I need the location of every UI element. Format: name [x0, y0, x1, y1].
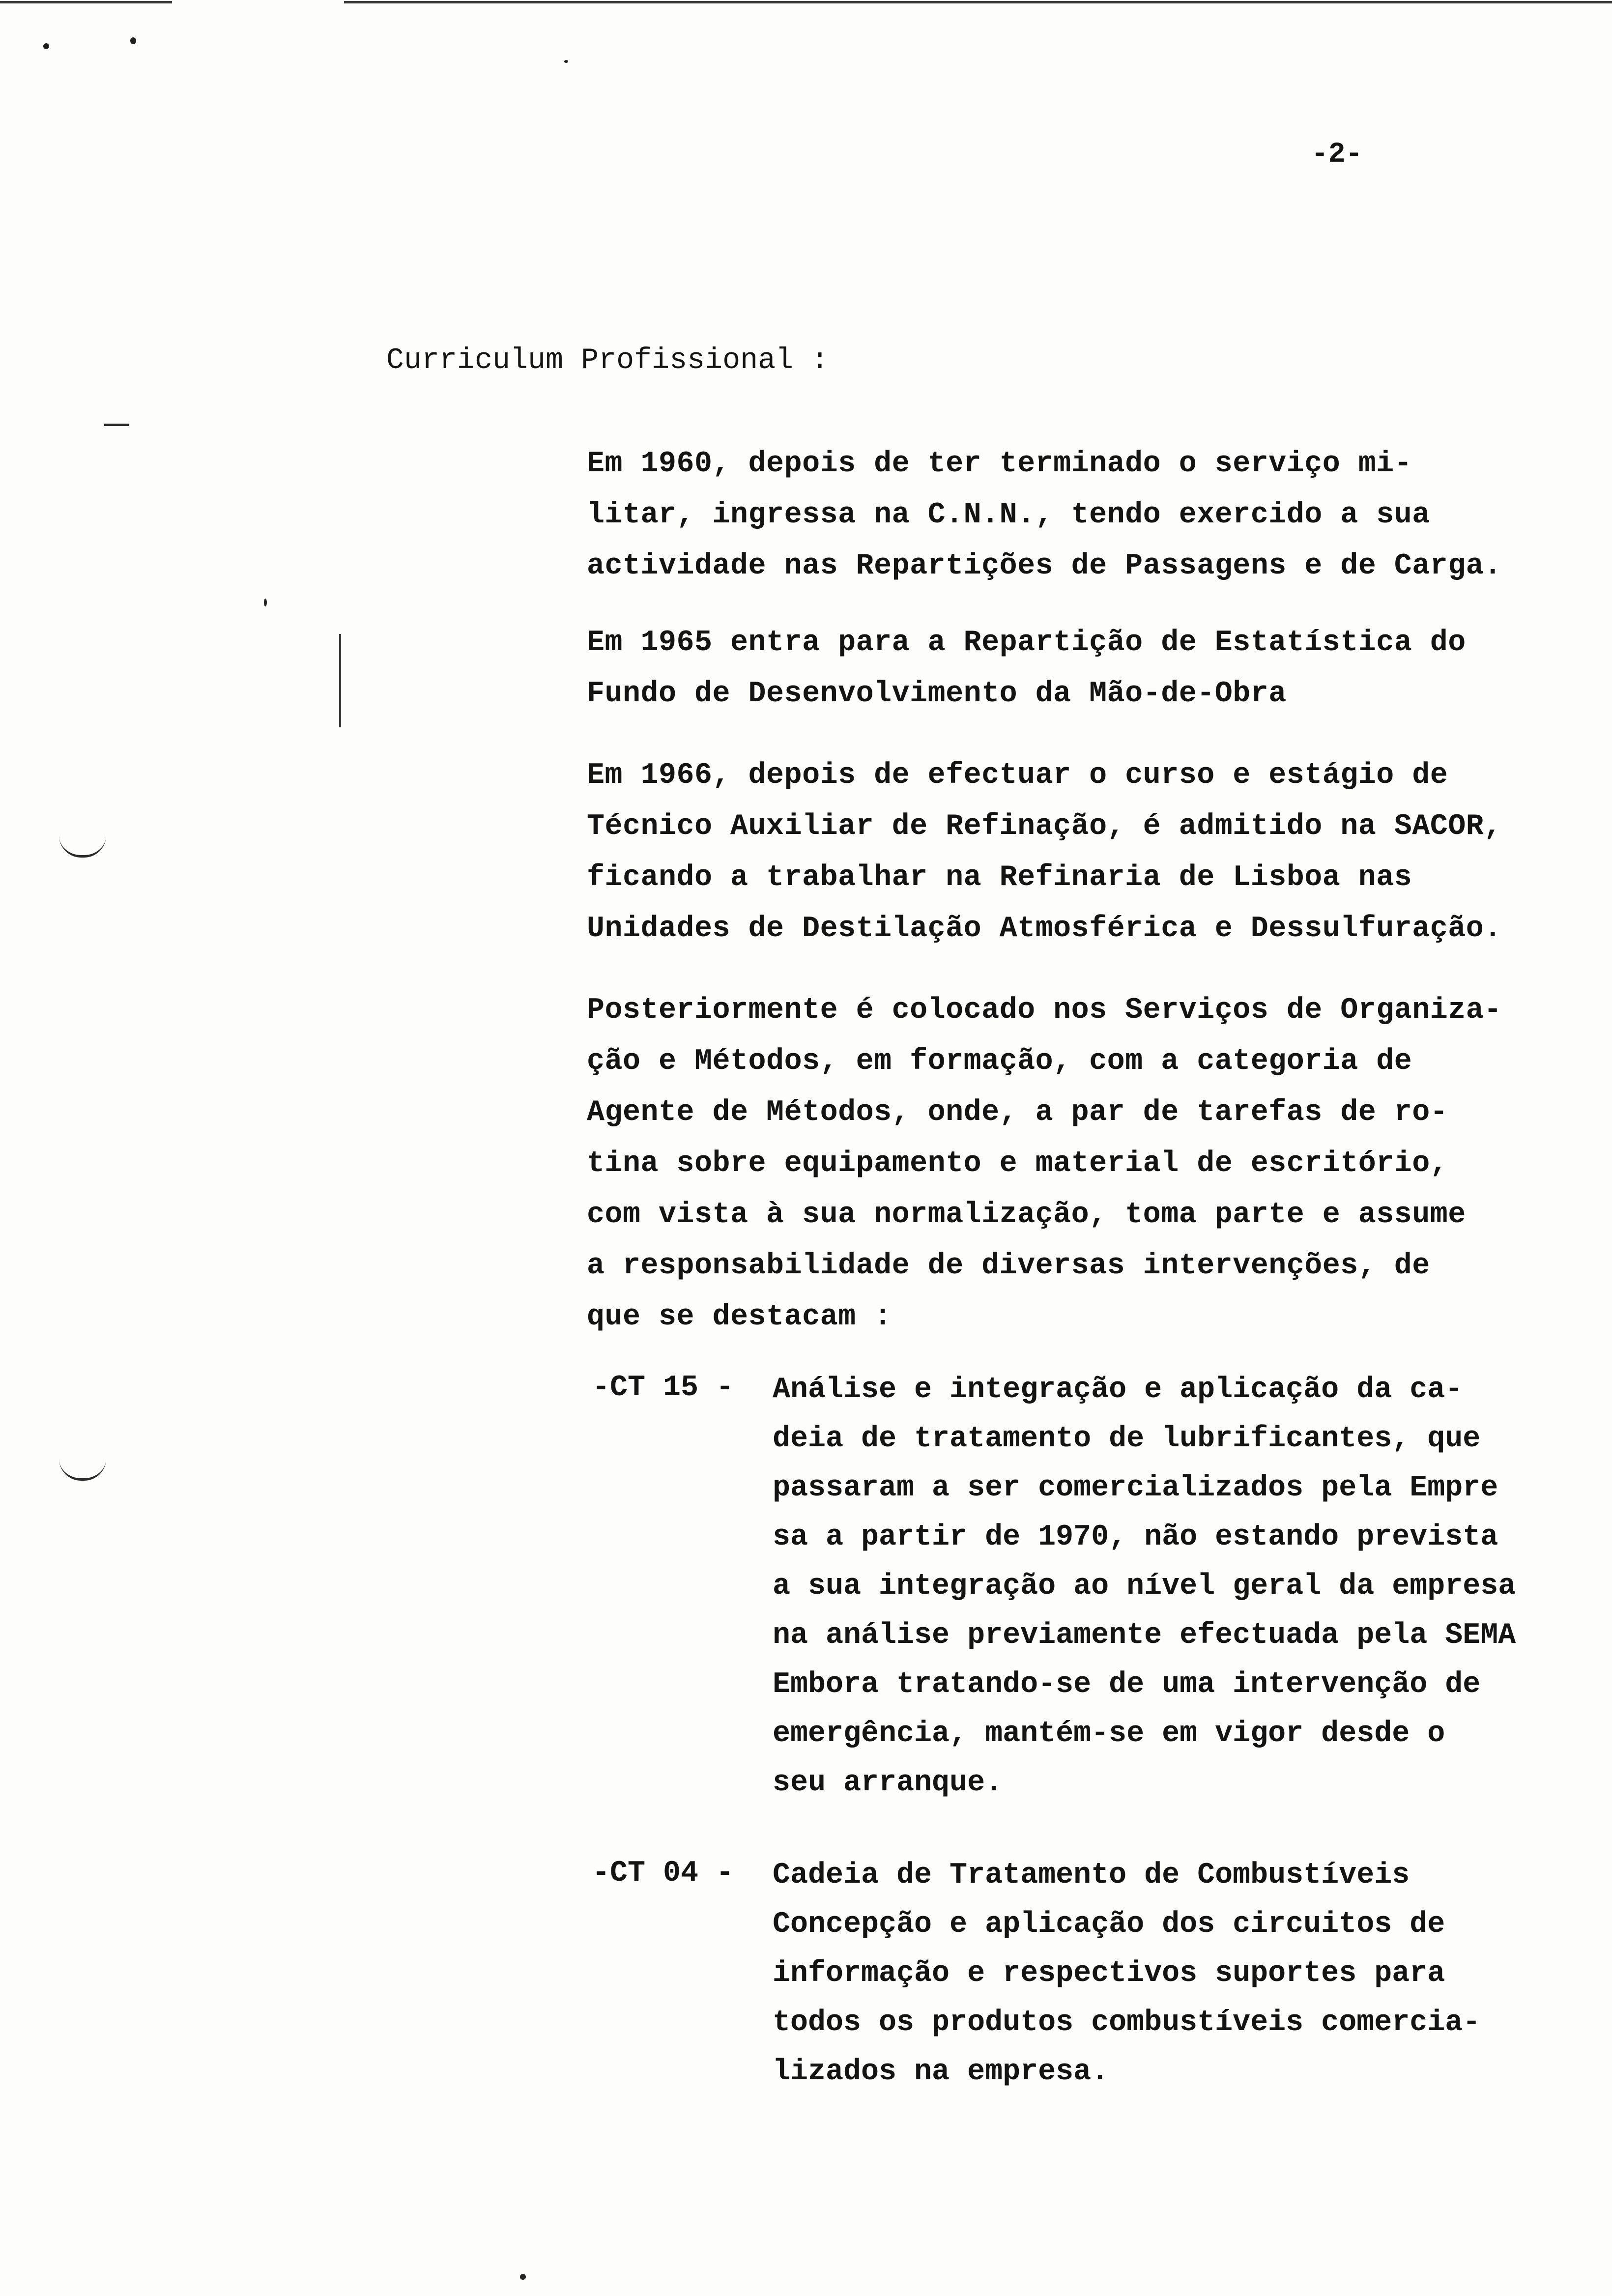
item-line: emergência, mantém-se em vigor desde o [773, 1717, 1445, 1751]
scan-speck [564, 60, 568, 63]
item-line: Concepção e aplicação dos circuitos de [773, 1908, 1445, 1941]
scan-speck [130, 37, 136, 44]
paragraph-line: Unidades de Destilação Atmosférica e Dessulfuração. [587, 912, 1502, 946]
paragraph-line: Técnico Auxiliar de Refinação, é admitido na SACOR, [587, 810, 1502, 843]
item-code: -CT 15 - [592, 1371, 734, 1405]
scan-dash [104, 424, 129, 426]
paragraph-line: a responsabilidade de diversas intervenções, de [587, 1249, 1430, 1283]
item-description [773, 1851, 1480, 2096]
paragraph-2 [587, 617, 1466, 719]
item-line: Análise e integração e aplicação da ca- [773, 1373, 1463, 1406]
item-line: lizados na empresa. [773, 2055, 1109, 2089]
item-line: deia de tratamento de lubrificantes, que [773, 1422, 1481, 1456]
top-edge-rule [344, 1, 1612, 3]
paragraph-line: Em 1960, depois de ter terminado o serviço mi- [587, 447, 1412, 481]
scan-line [339, 634, 341, 727]
paragraph-line: litar, ingressa na C.N.N., tendo exercido a sua [587, 498, 1430, 532]
paragraph-4 [587, 985, 1502, 1343]
paragraph-line: Fundo de Desenvolvimento da Mão-de-Obra [587, 677, 1287, 711]
item-line: passaram a ser comercializados pela Empre [773, 1471, 1498, 1505]
paragraph-3 [587, 750, 1502, 954]
section-heading: Curriculum Profissional : [386, 344, 829, 377]
item-line: Embora tratando-se de uma intervenção de [773, 1668, 1481, 1701]
item-line: todos os produtos combustíveis comercia- [773, 2006, 1481, 2039]
scan-speck [520, 2274, 526, 2280]
scan-speck [264, 599, 267, 606]
item-line: na análise previamente efectuada pela SEMA [773, 1619, 1516, 1652]
scan-mark [59, 1459, 106, 1481]
paragraph-line: actividade nas Repartições de Passagens e de Carga. [587, 549, 1502, 583]
item-line: Cadeia de Tratamento de Combustíveis [773, 1859, 1410, 1892]
paragraph-1 [587, 438, 1502, 592]
item-description [773, 1365, 1516, 1808]
item-line: a sua integração ao nível geral da empresa [773, 1570, 1516, 1603]
paragraph-line: que se destacam : [587, 1300, 892, 1334]
paragraph-line: Em 1966, depois de efectuar o curso e estágio de [587, 759, 1448, 792]
paragraph-line: tina sobre equipamento e material de escritório, [587, 1147, 1448, 1180]
paragraph-line: com vista à sua normalização, toma parte e assume [587, 1198, 1466, 1232]
item-line: informação e respectivos suportes para [773, 1957, 1445, 1990]
paragraph-line: ficando a trabalhar na Refinaria de Lisboa nas [587, 861, 1412, 894]
paragraph-line: Em 1965 entra para a Repartição de Estatística do [587, 626, 1466, 660]
paragraph-line: ção e Métodos, em formação, com a categoria de [587, 1045, 1412, 1078]
paragraph-line: Agente de Métodos, onde, a par de tarefas de ro- [587, 1096, 1448, 1129]
scan-speck [43, 43, 49, 49]
paragraph-line: Posteriormente é colocado nos Serviços de Organiza- [587, 994, 1502, 1027]
scan-mark [59, 835, 106, 858]
top-edge-rule [0, 1, 172, 3]
item-code: -CT 04 - [592, 1857, 734, 1890]
item-line: seu arranque. [773, 1766, 1003, 1800]
item-line: sa a partir de 1970, não estando prevista [773, 1521, 1498, 1554]
page-number: -2- [1311, 139, 1363, 171]
